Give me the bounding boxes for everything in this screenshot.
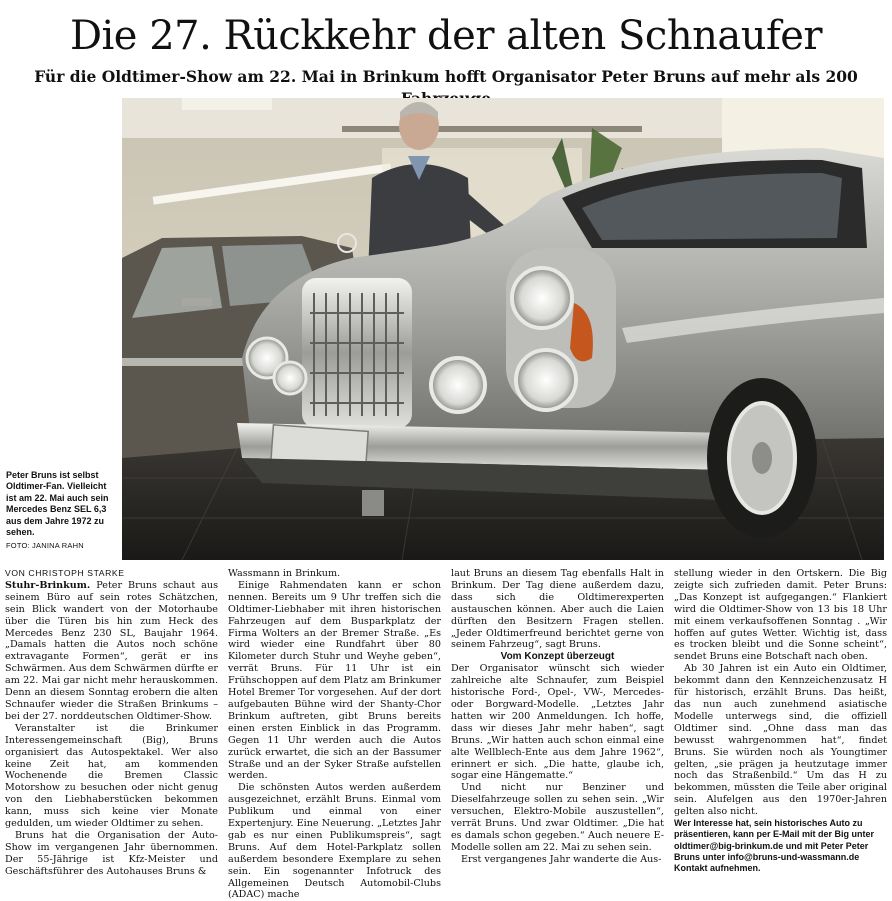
article-column-2: [228, 568, 441, 901]
contact-info-box: Wer Interesse hat, sein historisches Auto zu präsentieren, kann per E-Mail mit der Big unter oldtimer@big-brinkum.de und mit Peter Peter Bruns unter info@bruns-und-wassmann.de Kontakt aufnehmen.: [674, 818, 875, 874]
paragraph: Erst vergangenes Jahr wanderte die Aus-: [461, 853, 662, 865]
photo-credit: FOTO: JANINA RAHN: [6, 541, 84, 551]
caption-text: Peter Bruns ist selbst Oldtimer-Fan. Vielleicht ist am 22. Mai auch sein Mercedes Benz SEL 6,3 aus dem Jahre 1972 zu sehen.: [6, 470, 109, 538]
paragraph: Und nicht nur Benziner und Dieselfahrzeuge sollen zu sehen sein. „Wir versuchen, Elektro-Mobile auszustellen“, verrät Bruns. Und zwar Oldtimer. „Die hat es damals schon gegeben.“ Auch neuere E-Modelle sollen am 22. Mai zu sehen sein.: [451, 782, 664, 853]
paragraph: Bruns hat die Organisation der Auto-Show im vergangenen Jahr übernommen. Der 55-Jährige ist Kfz-Meister und Geschäftsführer des Autohauses Bruns &: [5, 829, 218, 877]
article-column-4: [674, 568, 887, 875]
paragraph: Einige Rahmendaten kann er schon nennen. Bereits um 9 Uhr treffen sich die Oldtimer-Liebhaber mit ihren historischen Fahrzeugen auf dem Busparkplatz der Firma Wolters an der Bremer Straße. „Es wird wieder eine Rundfahrt über 80 Kilometer durch Stuhr und Weyhe geben“, verrät Bruns. Für 11 Uhr ist ein Frühschoppen auf dem Platz am Brinkumer Hotel Bremer Tor vorgesehen. Auf der dort aufgebauten Bühne wird der Shanty-Chor Brinkum auftreten, gibt Bruns bereits einen ersten Einblick in das Programm. Gegen 11 Uhr werden auch die Autos zurück erwartet, die sich an der Bassumer Straße und an der Syker Straße aufstellen werden.: [228, 579, 441, 782]
paragraph: laut Bruns an diesem Tag ebenfalls Halt in Brinkum. Der Tag diene außerdem dazu, dass sich die Oldtimerexperten austauschen können. Aber auch die Laien dürften den Besitzern Fragen stellen. „Jeder Oldtimerfreund berichtet gerne von seinem Fahrzeug“, sagt Bruns.: [451, 568, 664, 651]
paragraph: Veranstalter ist die Brinkumer Interessengemeinschaft (Big), Bruns organisiert das Autospektakel. Wer also keine Zeit hat, am kommenden Wochenende die Bremen Classic Motorshow zu besuchen oder nicht genug von den Liebhaberstücken bekommen kann, muss sich keine vier Monate gedulden, um wieder Oldtimer zu sehen.: [5, 722, 218, 830]
paragraph: Die schönsten Autos werden außerdem ausgezeichnet, erzählt Bruns. Einmal vom Publikum und einmal von einer Expertenjury. Eine Neuerung. „Letztes Jahr gab es nur einen Publikumspreis“, sagt Bruns. Auf dem Hotel-Parkplatz sollen außerdem besondere Exemplare zu sehen sein. Ein sogenannter Infotruck des Allgemeinen Deutsch Automobil-Clubs (ADAC) mache: [228, 782, 441, 901]
subheadline: Für die Oldtimer-Show am 22. Mai in Brinkum hofft Organisator Peter Bruns auf mehr als 200: [34, 67, 858, 86]
paragraph: Ab 30 Jahren ist ein Auto ein Oldtimer, bekommt dann den Kennzeichenzusatz H für historisch, erzählt Bruns. Das heißt, das nun auch zunehmend asiatische Modelle unterwegs sind, die offiziell Oldtimer sind. „Ohne dass man das bewusst wahrgenommen hat“, findet Bruns. Sie würden noch als Youngtimer gelten, „sie prägen ja heutzutage immer noch das Straßenbild.“ Um das H zu bekommen, müssten die Teile aber original sein. Alufelgen aus den 1970er-Jahren gelten also nicht.: [674, 663, 887, 818]
section-heading: Vom Konzept überzeugt: [500, 651, 615, 663]
article-column-1: [5, 568, 218, 878]
byline: VON CHRISTOPH STARKE: [5, 568, 125, 578]
photo-illustration: [122, 98, 884, 560]
photo-caption: [6, 470, 118, 552]
dateline: Stuhr-Brinkum.: [5, 579, 91, 591]
article-body: [5, 568, 887, 901]
paragraph: stellung wieder in den Ortskern. Die Big zeigte sich zufrieden damit. Peter Bruns: „Das Konzept ist aufgegangen.“ Flankiert wird die Oldtimer-Show von 13 bis 18 Uhr mit einem verkaufsoffenen Sonntag . „Wir hoffen auf gutes Wetter. Wichtig ist, dass es trocken bleibt und die Sonne scheint“, sendet Bruns eine Botschaft nach oben.: [674, 568, 887, 663]
paragraph: Wassmann in Brinkum.: [228, 568, 341, 579]
paragraph: Peter Bruns schaut aus seinem Büro auf sein rotes Schätzchen, sein Blick wandert von der Motorhaube über die Türen bis hin zum Heck des Mercedes Benz 230 SL, Baujahr 1964. „Damals hatten die Autos noch schöne extravagante Formen“, gerät er ins Schwärmen. Aus dem Schwärmen dürfte er am 22. Mai gar nicht mehr herauskommen. Denn an diesem Sonntag erobern die alten Schnaufer wieder die Straßen Brinkums – bei der 27. norddeutschen Oldtimer-Show.: [5, 579, 218, 722]
paragraph: Der Organisator wünscht sich wieder zahlreiche alte Schnaufer, zum Beispiel historische Ford-, Opel-, VW-, Mercedes- oder Borgward-Modelle. „Letztes Jahr hatten wir 200 Anmeldungen. Ich hoffe, dass wir dieses Jahr mehr haben“, sagt Bruns. „Wir hatten auch schon einmal eine alte Wellblech-Ente aus dem Jahre 1962“, erinnert er sich. „Die hatte, glaube ich, sogar eine Hängematte.“: [451, 663, 664, 782]
headline: Die 27. Rückkehr der alten Schnaufer: [69, 13, 823, 59]
lead-paragraph: [5, 580, 218, 723]
article-column-3: [451, 568, 664, 866]
article-photo: [122, 98, 884, 560]
